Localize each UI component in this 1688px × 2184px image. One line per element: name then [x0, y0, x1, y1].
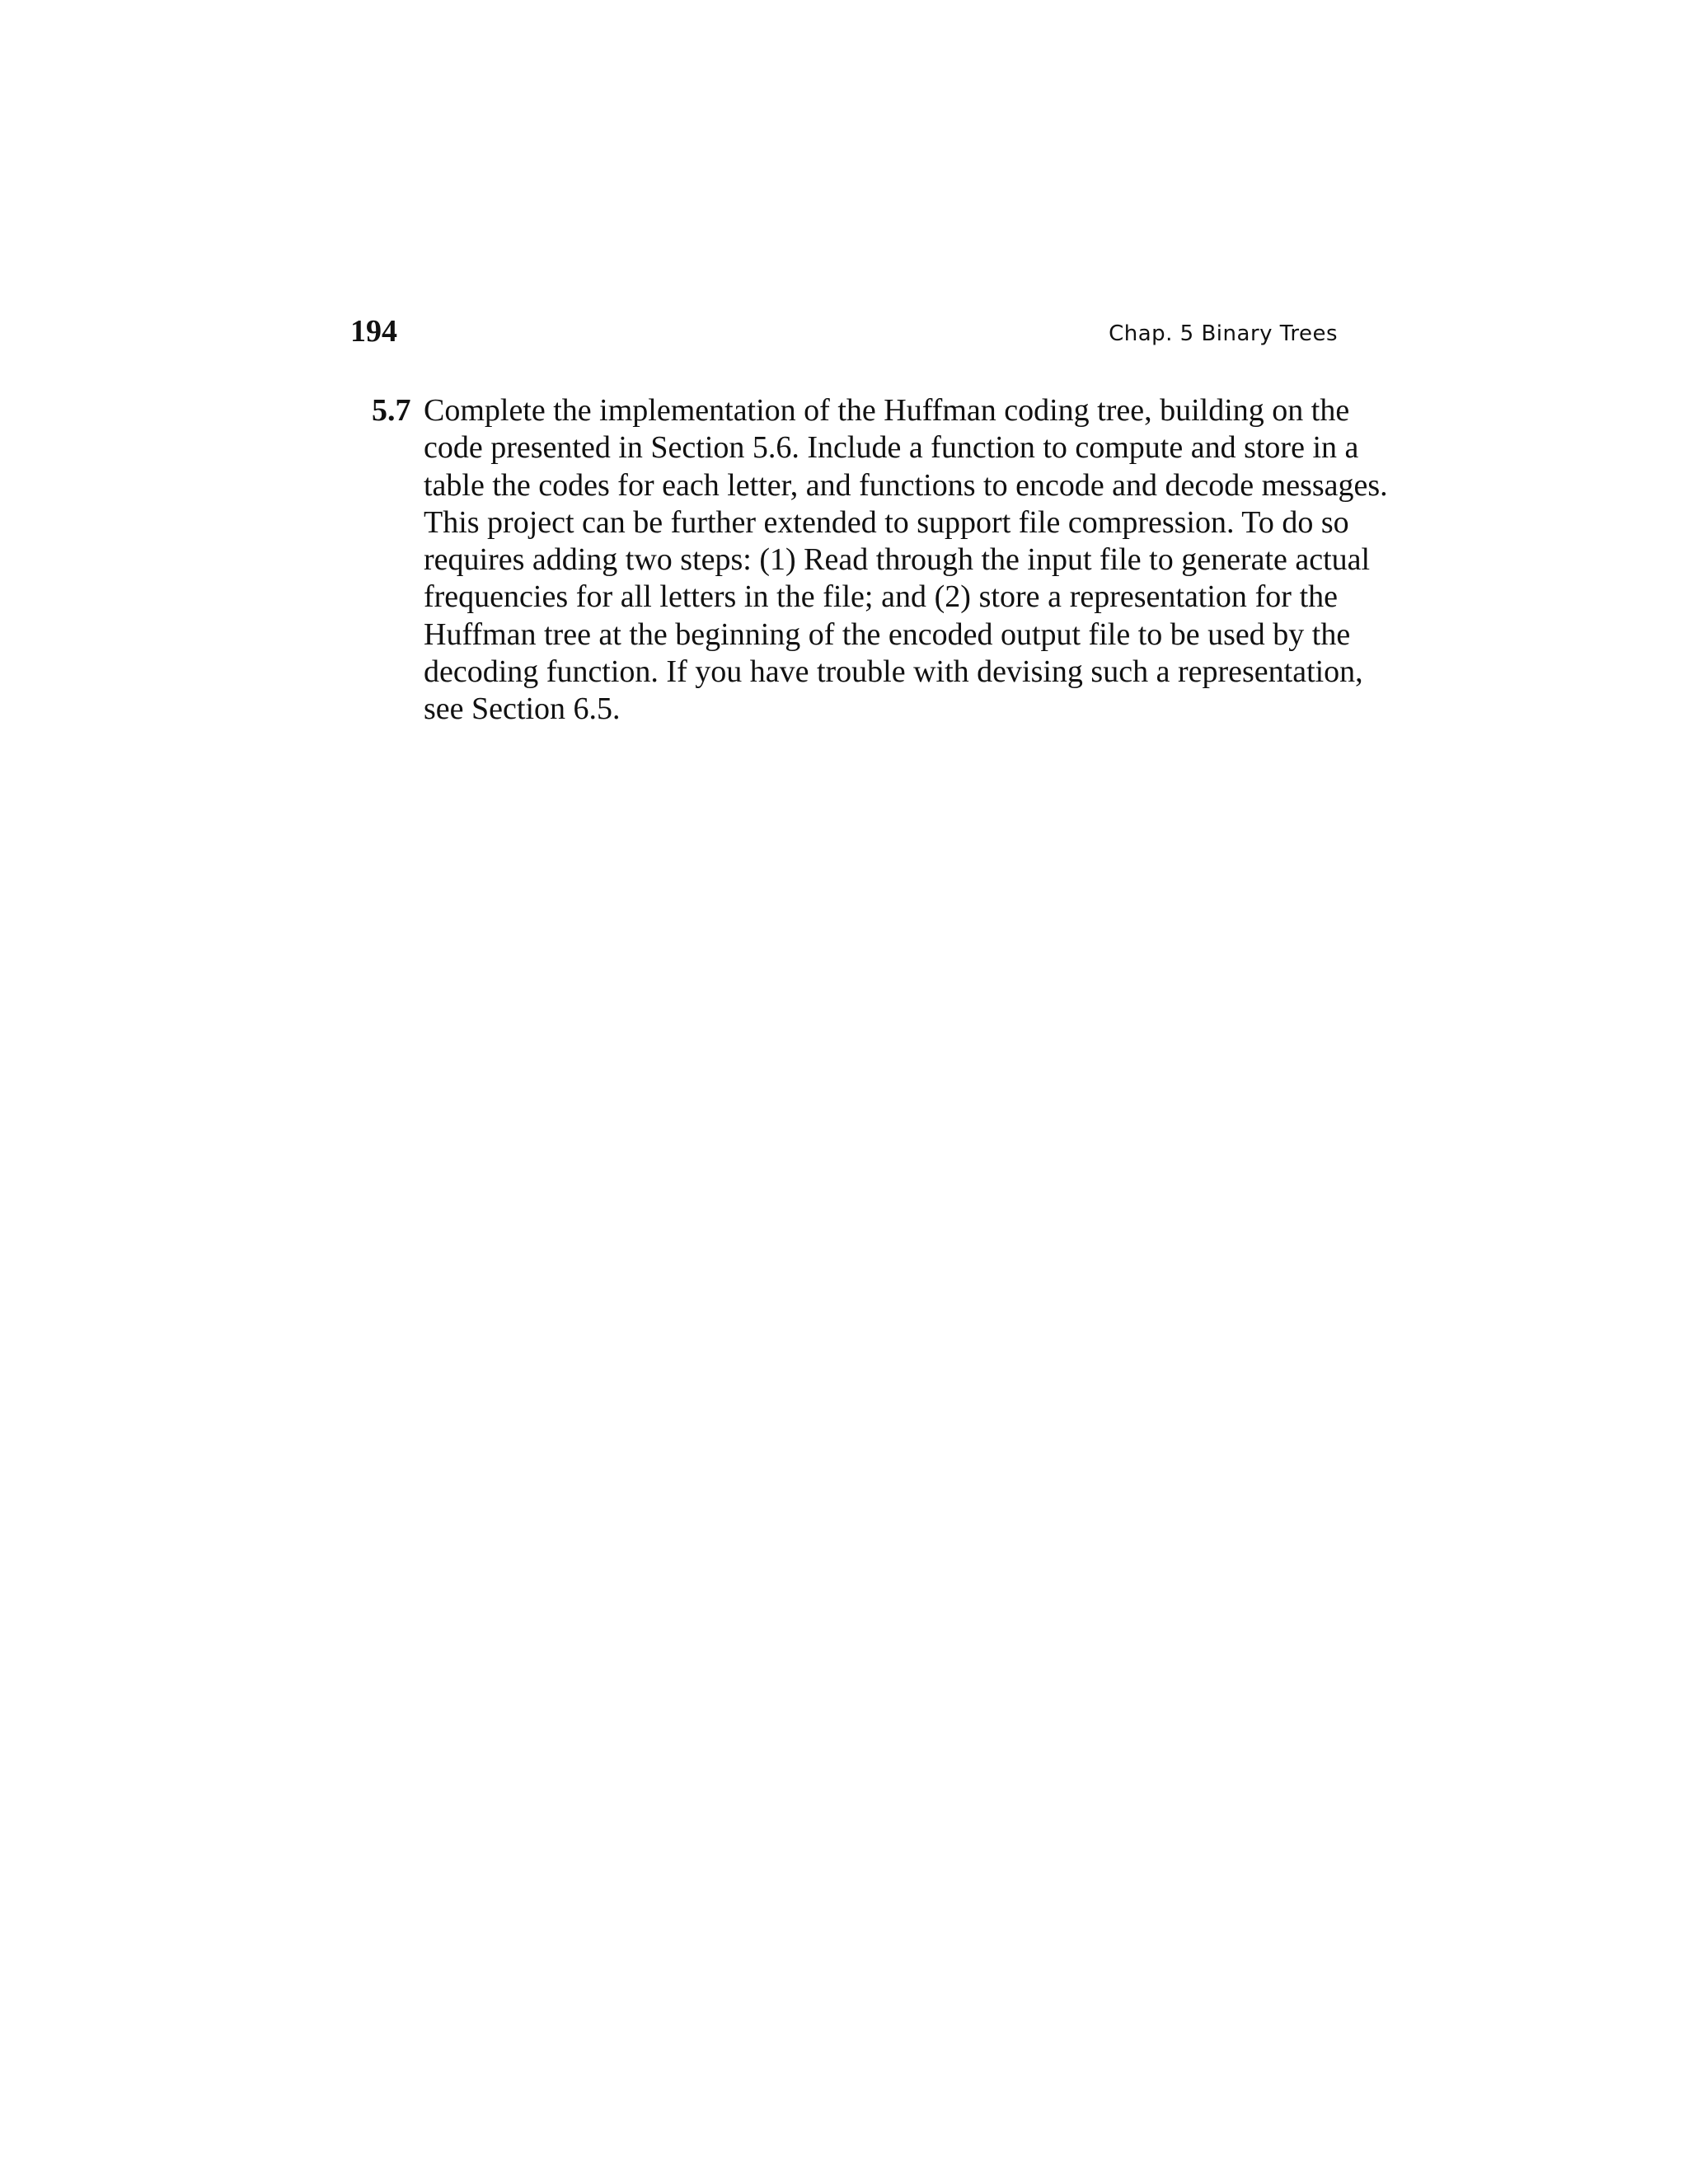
exercise-text [424, 392, 1388, 729]
exercise-number: 5.7 [372, 393, 411, 428]
exercise-line: Complete the implementation of the Huffman coding tree, building on the [424, 393, 1350, 428]
page-header [350, 313, 1338, 363]
exercise-line: table the codes for each letter, and functions to encode and decode messages. [424, 467, 1388, 503]
exercise-line: requires adding two steps: (1) Read through the input file to generate actual [424, 542, 1371, 578]
exercise-line: Huffman tree at the beginning of the encoded output file to be used by the [424, 616, 1351, 652]
running-head: Chap. 5 Binary Trees [1109, 321, 1338, 346]
exercise-line: frequencies for all letters in the file; and (2) store a representation for the [424, 579, 1338, 615]
exercise-line: code presented in Section 5.6. Include a function to compute and store in a [424, 430, 1359, 466]
exercise-line: decoding function. If you have trouble with devising such a representation, [424, 654, 1363, 690]
exercise-line: see Section 6.5. [424, 691, 621, 727]
exercise-line: This project can be further extended to support file compression. To do so [424, 504, 1349, 540]
page-number: 194 [350, 314, 397, 349]
